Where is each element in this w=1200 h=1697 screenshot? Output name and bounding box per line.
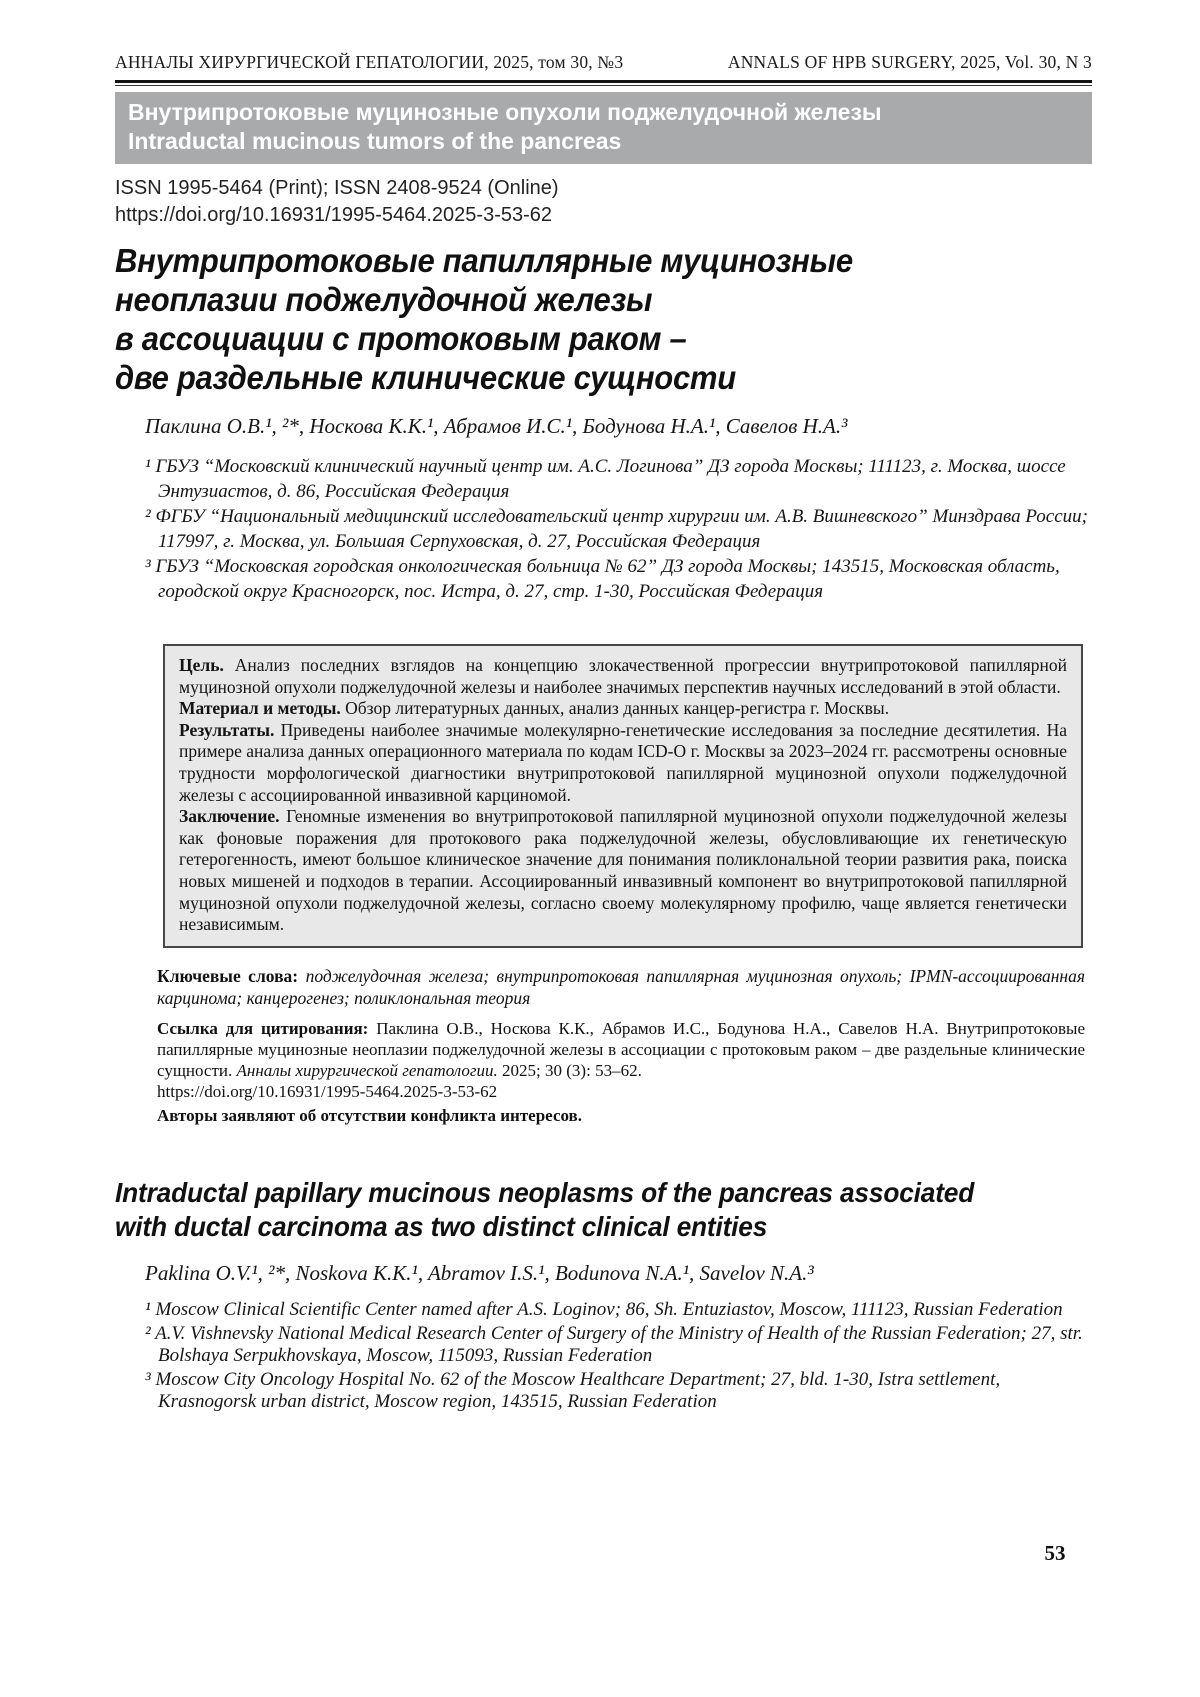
article-title-ru-text: Внутрипротоковые папиллярные муцинозные неоплазии поджелудочной железы в ассоциации с протоковым раком – две раздельные клинические сущности [115,242,853,396]
affiliations-en [145,1299,1092,1413]
abstract-aim-text: Анализ последних взглядов на концепцию злокачественной прогрессии внутрипротоковой папиллярной муцинозной опухоли поджелудочной железы и наиболее значимых перспектив научных исследований в этой области. [179,655,1068,697]
journal-title-ru: АННАЛЫ ХИРУРГИЧЕСКОЙ ГЕПАТОЛОГИИ, 2025, том 30, №3 [115,52,624,72]
affiliation-ru-1: ¹ ГБУЗ “Московский клинический научный центр им. А.С. Логинова” ДЗ города Москвы; 111123, г. Москва, шоссе Энтузиастов, д. 86, Российская Федерация [145,456,1066,502]
abstract-results [179,720,1067,806]
header-rule [115,80,1092,86]
abstract-methods-label: Материал и методы. [179,698,341,719]
section-banner-line-ru: Внутрипротоковые муцинозные опухоли поджелудочной железы [128,99,882,125]
section-banner-line-en: Intraductal mucinous tumors of the pancreas [128,128,622,154]
authors-en: Paklina O.V.¹, ²*, Noskova K.K.¹, Abramov I.S.¹, Bodunova N.A.¹, Savelov N.A.³ [145,1260,814,1285]
running-head [115,52,1092,73]
affiliation-en-2: ² A.V. Vishnevsky National Medical Research Center of Surgery of the Ministry of Health of the Russian Federation; 27, str. Bolshaya Serpukhovskaya, Moscow, 115093, Russian Federation [145,1322,1083,1366]
abstract-aim-label: Цель. [179,655,224,675]
doi-link: https://doi.org/10.16931/1995-5464.2025-3-53-62 [115,204,553,226]
affiliations-ru [145,454,1092,604]
page-number: 53 [1044,1541,1066,1565]
page-content [115,0,1092,1415]
keywords-citation-block [157,965,1085,1126]
abstract-box [163,644,1083,948]
citation-doi-link: https://doi.org/10.16931/1995-5464.2025-3-53-62 [157,1081,498,1101]
issn-line: ISSN 1995-5464 (Print); ISSN 2408-9524 (Online) [115,177,559,199]
article-title-ru [115,241,1092,397]
affiliation-ru-3: ³ ГБУЗ “Московская городская онкологическая больница № 62” ДЗ города Москвы; 143515, Московская область, городской округ Красногорск, пос. Истра, д. 27, стр. 1-30, Российская Федерация [145,556,1060,602]
abstract-conclusion-text: Геномные изменения во внутрипротоковой папиллярной муцинозной опухоли поджелудочной железы как фоновые поражения для протокового рака поджелудочной железы, обусловливающие их генетическую гетерогенность, имеют большое клиническое значение для понимания поликлональной теории развития рака, поиска новых мишеней и подходов в терапии. Ассоциированный инвазивный компонент во внутрипротоковой папиллярной муцинозной опухоли поджелудочной железы, согласно своему молекулярному профилю, чаще является генетически независимым. [179,806,1068,935]
abstract-conclusion [179,806,1067,936]
affiliation-en-3: ³ Moscow City Oncology Hospital No. 62 of the Moscow Healthcare Department; 27, bld. 1-30, Istra settlement, Krasnogorsk urban district, Moscow region, 143515, Russian Federation [145,1368,1001,1412]
conflict-of-interest-statement: Авторы заявляют об отсутствии конфликта интересов. [157,1105,582,1125]
affiliation-en-1: ¹ Moscow Clinical Scientific Center named after A.S. Loginov; 86, Sh. Entuziastov, Moscow, 111123, Russian Federation [145,1298,1063,1320]
citation-text: Паклина О.В., Носкова К.К., Абрамов И.С., Бодунова Н.А., Савелов Н.А. Внутрипротоковые папиллярные муцинозные неоплазии поджелудочной железы в ассоциации с протоковым раком – две раздельные клинические сущности. [157,1018,1086,1080]
article-title-en-text: Intraductal papillary mucinous neoplasms of the pancreas associated with ductal carcinoma as two distinct clinical entities [115,1176,975,1242]
section-banner [115,92,1092,164]
abstract-aim [179,655,1067,698]
citation-line [157,1018,1085,1081]
keywords-line [157,965,1085,1009]
citation-label: Ссылка для цитирования: [157,1018,369,1038]
citation-journal: Анналы хирургической гепатологии. [236,1060,498,1080]
abstract-conclusion-label: Заключение. [179,806,280,827]
article-title-en [115,1176,1092,1244]
abstract-methods-text: Обзор литературных данных, анализ данных канцер-регистра г. Москвы. [345,698,890,719]
authors-ru: Паклина О.В.¹, ²*, Носкова К.К.¹, Абрамов И.С.¹, Бодунова Н.А.¹, Савелов Н.А.³ [145,414,848,438]
journal-title-en: ANNALS OF HPB SURGERY, 2025, Vol. 30, N 3 [727,52,1092,72]
citation-tail: 2025; 30 (3): 53–62. [502,1060,642,1080]
abstract-methods [179,698,1067,720]
keywords-text: поджелудочная железа; внутрипротоковая папиллярная муцинозная опухоль; IPMN-ассоциированная карцинома; канцерогенез; поликлональная теория [157,965,1085,1008]
keywords-label: Ключевые слова: [157,965,299,986]
affiliation-ru-2: ² ФГБУ “Национальный медицинский исследовательский центр хирургии им. А.В. Вишневского” Минздрава России; 117997, г. Москва, ул. Большая Серпуховская, д. 27, Российская Федерация [145,506,1088,552]
issn-doi-block [115,175,1092,229]
abstract-results-label: Результаты. [179,719,275,740]
abstract-results-text: Приведены наиболее значимые молекулярно-генетические исследования за последние десятилетия. На примере анализа данных операционного материала по кодам ICD-O г. Москвы за 2023–2024 гг. рассмотрены основные трудности морфологической диагностики внутрипротоковой папиллярной муцинозной опухоли поджелудочной железы с ассоциированной инвазивной карциномой. [179,719,1067,805]
